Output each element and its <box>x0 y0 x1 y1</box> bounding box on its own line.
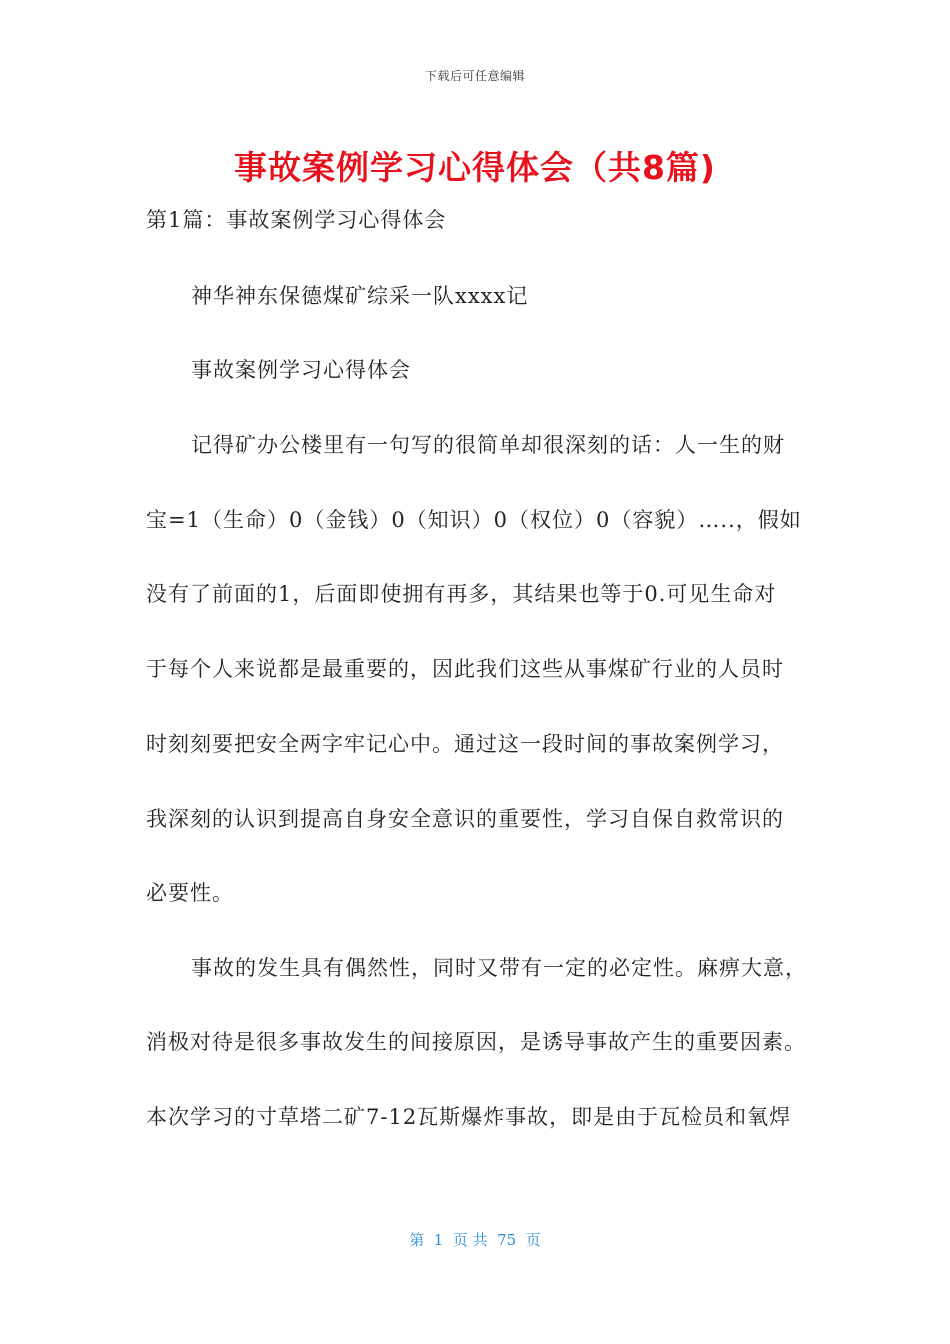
header-note: 下载后可任意编辑 <box>424 69 525 83</box>
paragraph-line: 消极对待是很多事故发生的间接原因，是诱导事故产生的重要因素。 <box>146 1030 806 1054</box>
paragraph-line: 我深刻的认识到提高自身安全意识的重要性，学习自保自救常识的 <box>146 807 784 831</box>
section-heading: 第1篇：事故案例学习心得体会 <box>146 208 447 232</box>
subtitle-line: 事故案例学习心得体会 <box>191 358 411 382</box>
page-footer: 第 1 页 共 75 页 <box>409 1231 541 1249</box>
author-line: 神华神东保德煤矿综采一队xxxx记 <box>191 284 529 308</box>
paragraph-line: 时刻刻要把安全两字牢记心中。通过这一段时间的事故案例学习， <box>146 732 784 756</box>
paragraph-line: 宝=1（生命）0（金钱）0（知识）0（权位）0（容貌）…..，假如 <box>146 508 802 532</box>
paragraph-line: 事故的发生具有偶然性，同时又带有一定的必定性。麻痹大意， <box>191 956 807 980</box>
paragraph-line: 记得矿办公楼里有一句写的很简单却很深刻的话：人一生的财 <box>191 433 785 457</box>
paragraph-line: 必要性。 <box>146 881 234 905</box>
paragraph-line: 没有了前面的1，后面即使拥有再多，其结果也等于0.可见生命对 <box>146 582 777 606</box>
document-title: 事故案例学习心得体会（共8篇) <box>233 148 717 187</box>
paragraph-line: 于每个人来说都是最重要的，因此我们这些从事煤矿行业的人员时 <box>146 657 784 681</box>
paragraph-line: 本次学习的寸草塔二矿7-12瓦斯爆炸事故，即是由于瓦检员和氧焊 <box>146 1105 792 1129</box>
